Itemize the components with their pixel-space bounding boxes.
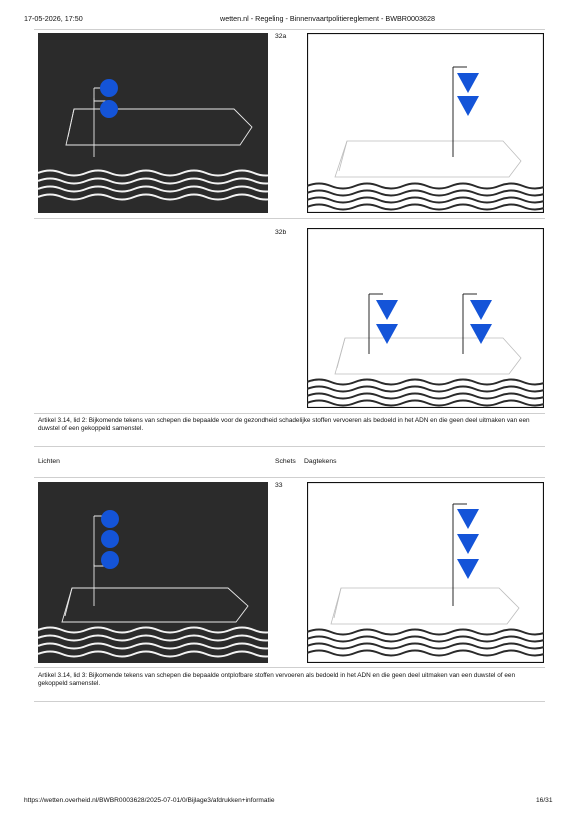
article-caption-3-14-3: Artikel 3.14, lid 3: Bijkomende tekens van schepen die bepaalde ontplofbare stoffen vervoeren als bedoeld in het ADN en die geen deel uitmaken van een duwstel of een gekoppeld samenstel.: [38, 672, 516, 688]
article-caption-3-14-2: Artikel 3.14, lid 2: Bijkomende tekens van schepen die bepaalde voor de gezondheid schadelijke stoffen vervoeren als bedoeld in het ADN en die geen deel uitmaken van een duwstel of een gekoppeld samenstel.: [38, 417, 530, 433]
page-header-title: wetten.nl - Regeling - Binnenvaartpolitiereglement - BWBR0003628: [220, 14, 435, 23]
divider: [34, 667, 545, 668]
night-sketch-32a: [38, 33, 268, 213]
divider: [34, 701, 545, 702]
column-header-sketch: Schets: [275, 458, 296, 465]
row-number-32b: 32b: [275, 229, 287, 236]
page-number: 16/31: [536, 797, 553, 804]
column-header-day-signs: Dagtekens: [304, 458, 337, 465]
row-number-33: 33: [275, 482, 283, 489]
divider: [34, 218, 545, 219]
row-number-32a: 32a: [275, 33, 287, 40]
blue-light-icon: [100, 79, 118, 97]
night-sketch-33: [38, 482, 268, 663]
day-sketch-33: [307, 482, 544, 663]
column-header-lights: Lichten: [38, 458, 60, 465]
divider: [34, 413, 545, 414]
divider: [34, 29, 545, 30]
blue-light-icon: [101, 551, 119, 569]
blue-light-icon: [101, 530, 119, 548]
footer-url-link[interactable]: https://wetten.overheid.nl/BWBR0003628/2025-07-01/0/Bijlage3/afdrukken+informatie: [24, 797, 275, 804]
day-sketch-32b: [307, 228, 544, 408]
blue-light-icon: [100, 100, 118, 118]
day-sketch-32a: [307, 33, 544, 213]
divider: [34, 477, 545, 478]
blue-light-icon: [101, 510, 119, 528]
print-datetime: 17-05-2026, 17:50: [24, 14, 83, 23]
divider: [34, 446, 545, 447]
